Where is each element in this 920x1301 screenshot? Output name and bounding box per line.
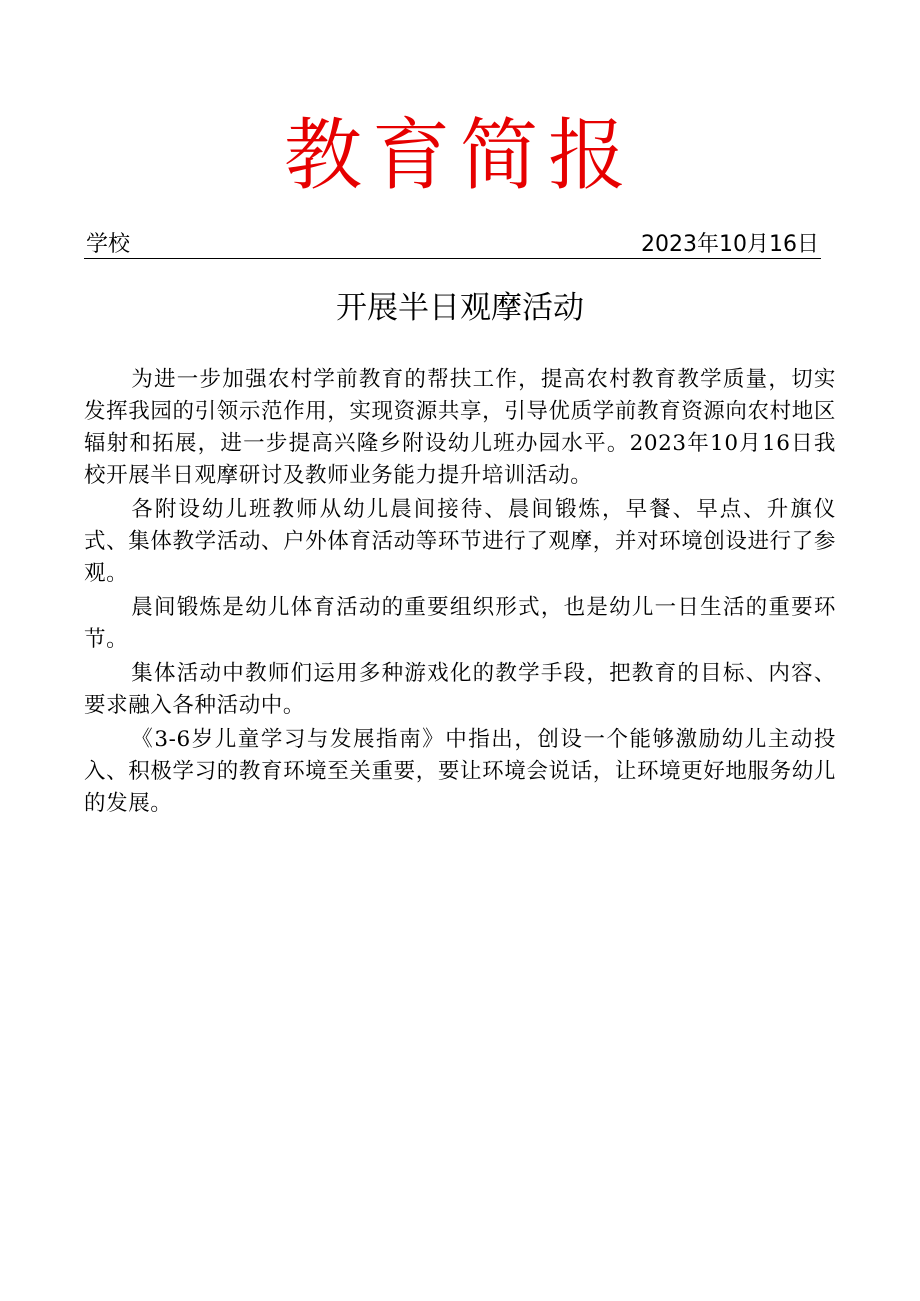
paragraph: 各附设幼儿班教师从幼儿晨间接待、晨间锻炼，早餐、早点、升旗仪式、集体教学活动、户外体育活动等环节进行了观摩，并对环境创设进行了参观。 — [84, 497, 836, 586]
school-date-line — [84, 228, 821, 259]
issue-date: 2023年10月16日 — [641, 232, 819, 257]
paragraph: 集体活动中教师们运用多种游戏化的教学手段，把教育的目标、内容、要求融入各种活动中。 — [84, 661, 836, 718]
newsletter-masthead: 教育简报 — [283, 111, 636, 201]
school-label: 学校 — [86, 232, 131, 257]
paragraph: 晨间锻炼是幼儿体育活动的重要组织形式，也是幼儿一日生活的重要环节。 — [84, 595, 836, 652]
paragraph: 为进一步加强农村学前教育的帮扶工作，提高农村教育教学质量，切实发挥我园的引领示范作用，实现资源共享，引导优质学前教育资源向农村地区辐射和拓展，进一步提高兴隆乡附设幼儿班办园水平。2023年10月16日我校开展半日观摩研讨及教师业务能力提升培训活动。 — [84, 367, 836, 488]
paragraph: 《3-6岁儿童学习与发展指南》中指出，创设一个能够激励幼儿主动投入、积极学习的教育环境至关重要，要让环境会说话，让环境更好地服务幼儿的发展。 — [84, 727, 836, 816]
article-body — [84, 364, 836, 820]
article-title: 开展半日观摩活动 — [336, 290, 584, 326]
